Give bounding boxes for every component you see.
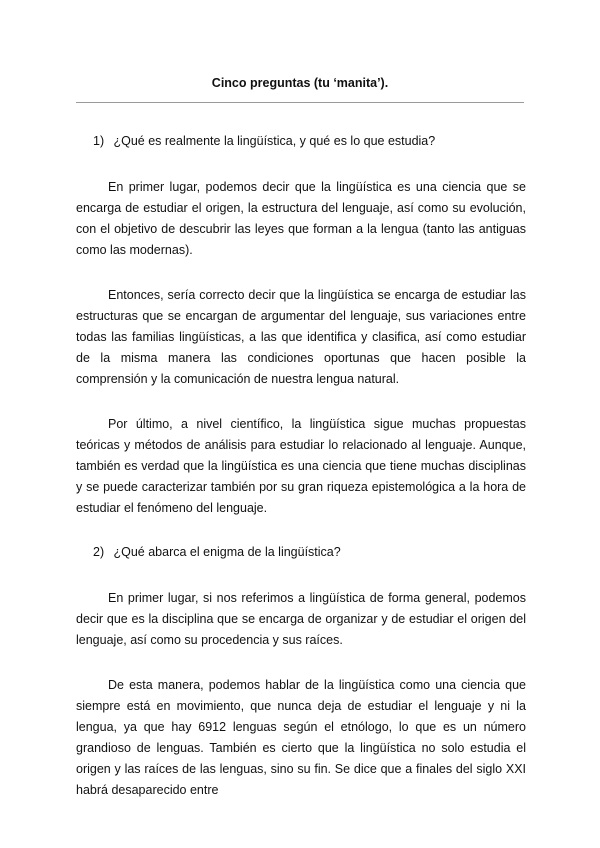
paragraph: En primer lugar, podemos decir que la lingüística es una ciencia que se encarga de estudiar el origen, la estructura del lenguaje, así como su evolución, con el objetivo de descubrir las leyes que forman a la lengua (tanto las antiguas como las modernas). [76,180,526,257]
question-number: 1) [93,134,105,148]
paragraph: De esta manera, podemos hablar de la lingüística como una ciencia que siempre está en movimiento, que nunca deja de estudiar el lenguaje y ni la lengua, ya que hay 6912 lenguas según el etnólogo, lo que es un número grandioso de lenguas. También es cierto que la lingüística no solo estudia el origen y las raíces de las lenguas, sino su fin. Se dice que a finales del siglo XXI habrá desaparecido entre [76,678,526,797]
paragraph: En primer lugar, si nos referimos a lingüística de forma general, podemos decir que es la disciplina que se encarga de organizar y de estudiar el origen del lenguaje, así como su procedencia y sus raíces. [76,591,526,647]
question-heading-1 [93,131,526,152]
title-divider [76,102,524,103]
question-text: ¿Qué es realmente la lingüística, y qué es lo que estudia? [113,134,436,148]
question-number: 2) [93,545,105,559]
paragraph: Por último, a nivel científico, la lingüística sigue muchas propuestas teóricas y métodos de análisis para estudiar lo relacionado al lenguaje. Aunque, también es verdad que la lingüística es una ciencia que tiene muchas disciplinas y se puede caracterizar también por su gran riqueza epistemológica a la hora de estudiar el fenómeno del lenguaje. [76,417,526,515]
document-title: Cinco preguntas (tu ‘manita’). [211,76,389,90]
paragraph: Entonces, sería correcto decir que la lingüística se encarga de estudiar las estructuras que se encargan de argumentar del lenguaje, sus variaciones entre todas las familias lingüísticas, a las que identifica y clasifica, así como estudiar de la misma manera las condiciones oportunas que hacen posible la comprensión y la comunicación de nuestra lengua natural. [76,288,526,386]
question-heading-2 [93,542,526,563]
document-body [76,131,526,825]
question-text: ¿Qué abarca el enigma de la lingüística? [113,545,341,559]
